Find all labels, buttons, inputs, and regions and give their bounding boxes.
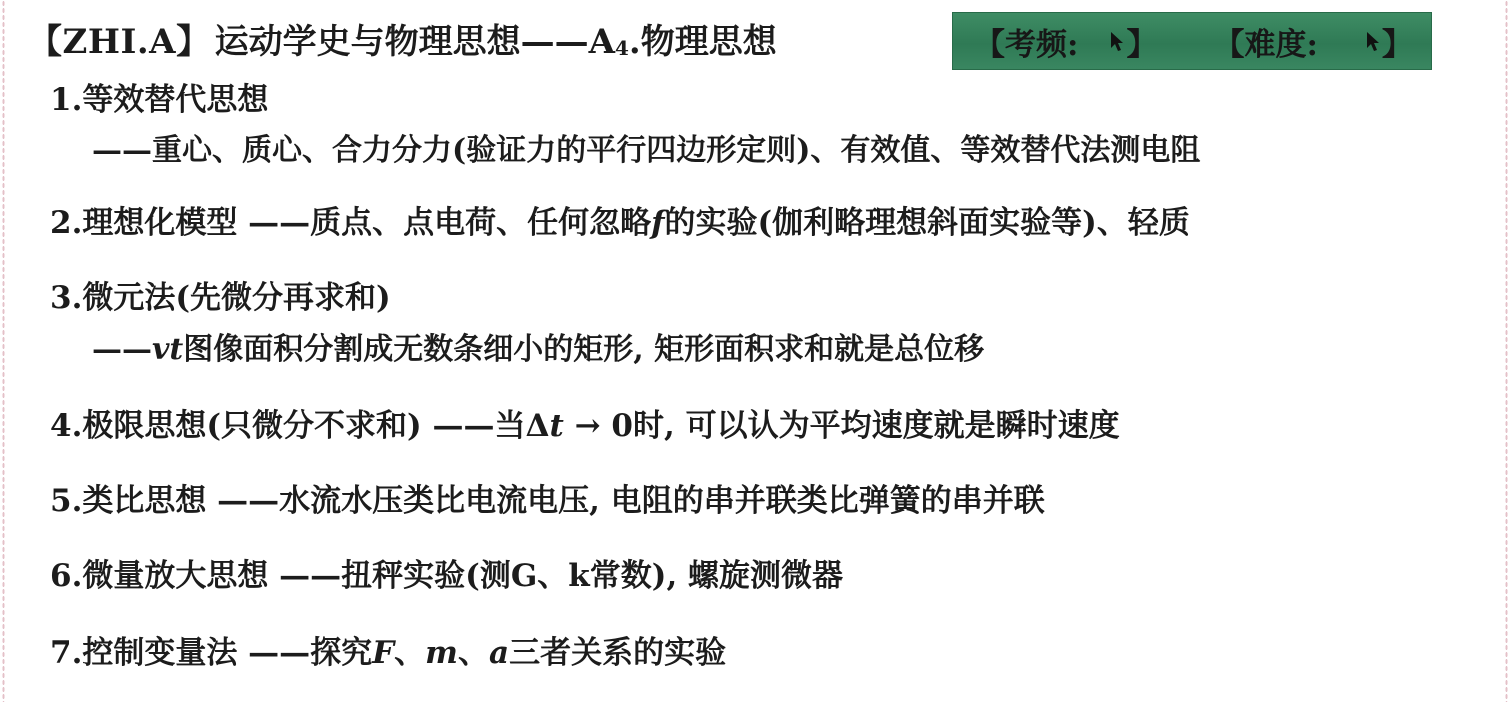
list-item-7-symbol-m: m	[425, 635, 458, 671]
list-item-2-rest: 的实验(伽利略理想斜面实验等)、轻质	[664, 205, 1190, 241]
list-item-3-title: 3.微元法(先微分再求和)	[50, 280, 391, 316]
section-title: 运动学史与物理思想——A	[214, 21, 615, 62]
list-item-7-sep-1: 、	[394, 635, 426, 671]
list-item-3-detail-text: 图像面积分割成无数条细小的矩形, 矩形面积求和就是总位移	[183, 332, 985, 367]
frequency-close: 】	[1126, 26, 1158, 63]
frequency-rating	[974, 19, 1157, 64]
right-edge-decoration	[1505, 0, 1508, 702]
list-item-5: 5.类比思想 ——水流水压类比电流电压, 电阻的串并联类比弹簧的串并联	[50, 483, 1045, 519]
list-item-6: 6.微量放大思想 ——扭秤实验(测G、k常数), 螺旋测微器	[50, 558, 844, 594]
list-item-4-text: 4.极限思想(只微分不求和) ——当Δ	[50, 408, 550, 444]
list-item-3-symbol: vt	[152, 332, 184, 367]
list-item-1-title: 1.等效替代思想	[50, 82, 269, 118]
list-item-4-rest: → 0时, 可以认为平均速度就是瞬时速度	[563, 408, 1120, 444]
list-item-7-sep-2: 、	[457, 635, 489, 671]
list-item-2-symbol: f	[651, 205, 665, 241]
rating-badge	[952, 12, 1432, 70]
list-item-7-symbol-a: a	[488, 635, 510, 671]
section-title-subscript: 4	[614, 36, 629, 60]
page-header	[28, 10, 777, 66]
list-item-4	[50, 406, 1120, 446]
list-item-2	[50, 203, 1190, 243]
list-item-4-symbol: t	[549, 408, 564, 444]
frequency-label: 【考频:	[974, 26, 1079, 63]
section-code: 【ZHI.A】	[28, 21, 211, 62]
list-item-7-text: 7.控制变量法 ——探究	[50, 635, 373, 671]
list-item-1-detail: ——重心、质心、合力分力(验证力的平行四边形定则)、有效值、等效替代法测电阻	[92, 133, 1201, 168]
list-item-3-detail	[92, 330, 984, 370]
cursor-icon	[1108, 30, 1126, 52]
difficulty-close: 】	[1381, 26, 1413, 63]
list-item-3-dash: ——	[92, 332, 152, 367]
list-item-7-symbol-f: F	[372, 635, 395, 671]
difficulty-rating	[1213, 19, 1412, 64]
cursor-icon	[1364, 30, 1382, 52]
list-item-7-rest: 三者关系的实验	[509, 635, 727, 671]
section-title-tail: .物理思想	[628, 21, 777, 62]
difficulty-label: 【难度:	[1213, 26, 1318, 63]
list-item-2-text: 2.理想化模型 ——质点、点电荷、任何忽略	[50, 205, 652, 241]
list-item-7	[50, 633, 726, 673]
left-edge-decoration	[2, 0, 5, 702]
